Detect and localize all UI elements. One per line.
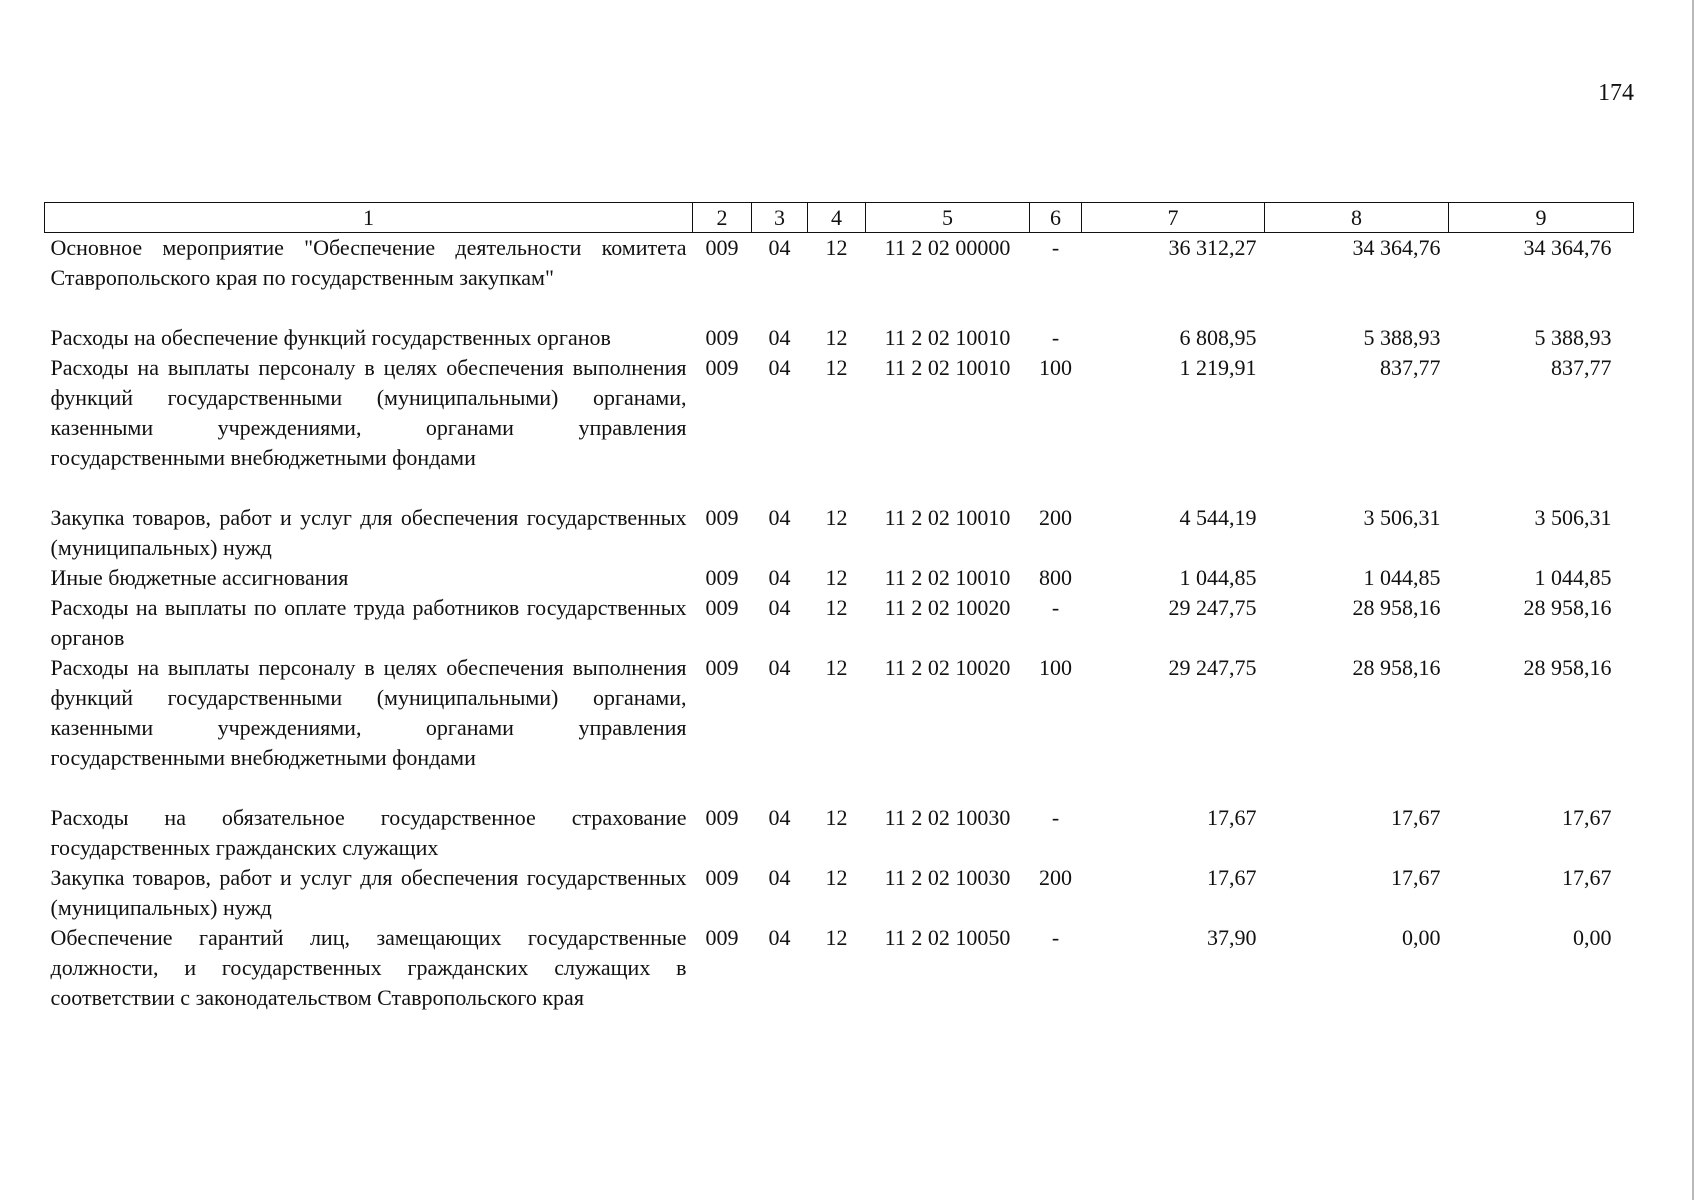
- row-col-3: 04: [768, 865, 791, 890]
- row-description: Расходы на выплаты персоналу в целях обеспечения выполнения функций государственными (муниципальными) органами, казенными учреждениями, органами управления государственными внебюджетными фондами: [50, 655, 687, 770]
- table-row: [45, 653, 1634, 803]
- page-number: 174: [1598, 80, 1634, 106]
- row-col-6: -: [1051, 595, 1060, 620]
- column-header-2: 2: [693, 203, 752, 233]
- row-col-8: 17,67: [1391, 865, 1441, 890]
- column-header-5: 5: [866, 203, 1030, 233]
- row-description: Расходы на выплаты по оплате труда работников государственных органов: [50, 595, 687, 650]
- row-description: Закупка товаров, работ и услуг для обеспечения государственных (муниципальных) нужд: [50, 505, 687, 560]
- column-header-3: 3: [752, 203, 808, 233]
- row-col-7: 1 044,85: [1179, 565, 1257, 590]
- row-col-8: 28 958,16: [1352, 655, 1441, 680]
- row-col-7: 6 808,95: [1179, 325, 1257, 350]
- row-col-7: 29 247,75: [1168, 595, 1257, 620]
- row-col-3: 04: [768, 655, 791, 680]
- table-row: [45, 563, 1634, 593]
- row-col-3: 04: [768, 325, 791, 350]
- row-col-2: 009: [705, 325, 739, 350]
- row-col-5: 11 2 02 10020: [884, 595, 1011, 620]
- row-col-7: 36 312,27: [1168, 235, 1257, 260]
- row-col-5: 11 2 02 10010: [884, 325, 1011, 350]
- row-col-3: 04: [768, 925, 791, 950]
- row-col-6: 100: [1039, 655, 1072, 680]
- header-row: [45, 203, 1634, 233]
- row-col-6: 100: [1039, 355, 1072, 380]
- row-description: Основное мероприятие "Обеспечение деятельности комитета Ставропольского края по государственным закупкам": [50, 235, 687, 290]
- row-col-8: 34 364,76: [1352, 235, 1441, 260]
- row-col-3: 04: [768, 355, 791, 380]
- row-col-2: 009: [705, 505, 739, 530]
- row-description: Обеспечение гарантий лиц, замещающих государственные должности, и государственных гражданских служащих в соответствии с законодательством Ставропольского края: [50, 925, 687, 1010]
- row-col-2: 009: [705, 235, 739, 260]
- row-col-5: 11 2 02 10010: [884, 565, 1011, 590]
- row-col-5: 11 2 02 10030: [884, 805, 1011, 830]
- row-col-9: 5 388,93: [1534, 325, 1612, 350]
- row-col-6: -: [1051, 805, 1060, 830]
- row-col-7: 17,67: [1207, 865, 1257, 890]
- row-col-9: 28 958,16: [1523, 655, 1612, 680]
- row-col-6: 200: [1039, 865, 1072, 890]
- row-col-2: 009: [705, 865, 739, 890]
- row-col-7: 1 219,91: [1179, 355, 1257, 380]
- row-col-3: 04: [768, 565, 791, 590]
- row-col-3: 04: [768, 505, 791, 530]
- row-col-6: -: [1051, 325, 1060, 350]
- row-col-5: 11 2 02 00000: [884, 235, 1011, 260]
- row-col-8: 5 388,93: [1363, 325, 1441, 350]
- row-col-7: 37,90: [1207, 925, 1257, 950]
- table-row: [45, 503, 1634, 563]
- row-col-9: 837,77: [1551, 355, 1612, 380]
- table-row: [45, 233, 1634, 324]
- row-col-9: 34 364,76: [1523, 235, 1612, 260]
- column-header-8: 8: [1265, 203, 1449, 233]
- row-col-8: 0,00: [1402, 925, 1441, 950]
- row-col-7: 29 247,75: [1168, 655, 1257, 680]
- row-col-9: 28 958,16: [1523, 595, 1612, 620]
- row-col-7: 17,67: [1207, 805, 1257, 830]
- row-col-8: 28 958,16: [1352, 595, 1441, 620]
- column-header-1: 1: [45, 203, 693, 233]
- row-col-4: 12: [825, 505, 848, 530]
- row-col-3: 04: [768, 595, 791, 620]
- row-col-2: 009: [705, 805, 739, 830]
- row-col-2: 009: [705, 595, 739, 620]
- row-col-9: 0,00: [1573, 925, 1612, 950]
- column-header-4: 4: [808, 203, 866, 233]
- row-col-3: 04: [768, 235, 791, 260]
- row-col-4: 12: [825, 595, 848, 620]
- row-col-9: 17,67: [1562, 865, 1612, 890]
- table-row: [45, 323, 1634, 353]
- table-row: [45, 923, 1634, 1013]
- row-col-2: 009: [705, 565, 739, 590]
- row-col-4: 12: [825, 325, 848, 350]
- row-description: Иные бюджетные ассигнования: [50, 565, 349, 590]
- row-col-4: 12: [825, 865, 848, 890]
- row-col-8: 17,67: [1391, 805, 1441, 830]
- row-col-4: 12: [825, 805, 848, 830]
- row-col-4: 12: [825, 235, 848, 260]
- row-col-5: 11 2 02 10010: [884, 505, 1011, 530]
- row-col-3: 04: [768, 805, 791, 830]
- row-description: Расходы на выплаты персоналу в целях обеспечения выполнения функций государственными (муниципальными) органами, казенными учреждениями, органами управления государственными внебюджетными фондами: [50, 355, 687, 470]
- row-col-6: -: [1051, 235, 1060, 260]
- row-col-5: 11 2 02 10010: [884, 355, 1011, 380]
- row-col-8: 3 506,31: [1363, 505, 1441, 530]
- row-col-9: 3 506,31: [1534, 505, 1612, 530]
- row-col-4: 12: [825, 655, 848, 680]
- row-col-4: 12: [825, 355, 848, 380]
- row-col-9: 17,67: [1562, 805, 1612, 830]
- row-col-2: 009: [705, 655, 739, 680]
- row-col-8: 1 044,85: [1363, 565, 1441, 590]
- row-col-8: 837,77: [1380, 355, 1441, 380]
- row-col-9: 1 044,85: [1534, 565, 1612, 590]
- row-col-5: 11 2 02 10050: [884, 925, 1011, 950]
- row-col-4: 12: [825, 565, 848, 590]
- row-col-6: 800: [1039, 565, 1072, 590]
- row-col-6: 200: [1039, 505, 1072, 530]
- table-row: [45, 353, 1634, 503]
- row-description: Закупка товаров, работ и услуг для обеспечения государственных (муниципальных) нужд: [50, 865, 687, 920]
- row-col-5: 11 2 02 10020: [884, 655, 1011, 680]
- column-header-7: 7: [1082, 203, 1265, 233]
- budget-table: [44, 202, 1634, 1013]
- row-col-5: 11 2 02 10030: [884, 865, 1011, 890]
- row-description: Расходы на обязательное государственное страхование государственных гражданских служащих: [50, 805, 687, 860]
- row-col-7: 4 544,19: [1179, 505, 1257, 530]
- table-row: [45, 593, 1634, 653]
- column-header-9: 9: [1449, 203, 1634, 233]
- row-col-2: 009: [705, 925, 739, 950]
- row-col-6: -: [1051, 925, 1060, 950]
- table-row: [45, 863, 1634, 923]
- column-header-6: 6: [1030, 203, 1082, 233]
- row-description: Расходы на обеспечение функций государственных органов: [50, 325, 611, 350]
- row-col-4: 12: [825, 925, 848, 950]
- row-col-2: 009: [705, 355, 739, 380]
- table-row: [45, 803, 1634, 863]
